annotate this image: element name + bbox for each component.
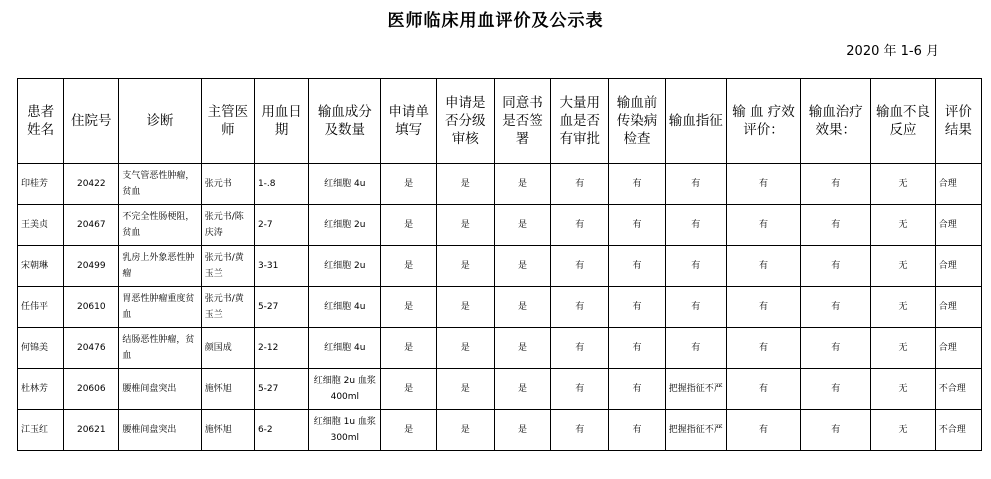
table-cell: 合理: [935, 246, 981, 287]
header-cell: 输 血 疗效评价：: [726, 79, 800, 164]
table-cell: 宋朝琳: [18, 246, 64, 287]
table-cell: 有: [609, 164, 665, 205]
table-cell: 有: [609, 410, 665, 451]
table-cell: 红细胞 1u 血浆 300ml: [309, 410, 381, 451]
table-cell: 任伟平: [18, 287, 64, 328]
table-cell: 是: [494, 287, 550, 328]
table-cell: 颜国成: [201, 328, 254, 369]
table-cell: 20621: [64, 410, 119, 451]
header-cell: 患者姓名: [18, 79, 64, 164]
table-cell: 有: [726, 328, 800, 369]
table-cell: 是: [381, 246, 436, 287]
table-cell: 有: [609, 287, 665, 328]
table-cell: 无: [871, 287, 935, 328]
table-cell: 20499: [64, 246, 119, 287]
table-cell: 是: [381, 205, 436, 246]
table-cell: 乳房上外象恶性肿瘤: [119, 246, 201, 287]
table-cell: 有: [551, 369, 609, 410]
header-cell: 评价结果: [935, 79, 981, 164]
header-cell: 输血治疗效果：: [801, 79, 871, 164]
header-cell: 输血前传染病检查: [609, 79, 665, 164]
table-cell: 有: [551, 328, 609, 369]
table-cell: 合理: [935, 287, 981, 328]
table-row: [18, 246, 982, 287]
table-cell: 是: [494, 164, 550, 205]
table-cell: 红细胞 4u: [309, 287, 381, 328]
table-cell: 无: [871, 328, 935, 369]
table-cell: 江玉红: [18, 410, 64, 451]
table-cell: 合理: [935, 328, 981, 369]
table-cell: 20422: [64, 164, 119, 205]
table-cell: 结肠恶性肿瘤，贫血: [119, 328, 201, 369]
table-cell: 是: [381, 328, 436, 369]
table-cell: 6-2: [254, 410, 308, 451]
table-cell: 红细胞 4u: [309, 164, 381, 205]
table-cell: 20467: [64, 205, 119, 246]
table-cell: 是: [494, 246, 550, 287]
page-title: 医师临床用血评价及公示表: [387, 11, 604, 31]
table-cell: 张元书/陈庆涛: [201, 205, 254, 246]
table-cell: 是: [436, 164, 494, 205]
table-cell: 施怀旭: [201, 369, 254, 410]
table-cell: 红细胞 2u 血浆 400ml: [309, 369, 381, 410]
table-cell: 无: [871, 410, 935, 451]
table-cell: 有: [609, 246, 665, 287]
table-cell: 腰椎间盘突出: [119, 410, 201, 451]
table-cell: 合理: [935, 164, 981, 205]
table-cell: 1-.8: [254, 164, 308, 205]
table-cell: 5-27: [254, 369, 308, 410]
table-cell: 2-12: [254, 328, 308, 369]
header-cell: 用血日期: [254, 79, 308, 164]
table-row: [18, 328, 982, 369]
table-cell: 5-27: [254, 287, 308, 328]
table-cell: 无: [871, 205, 935, 246]
table-row: [18, 369, 982, 410]
table-cell: 2-7: [254, 205, 308, 246]
table-cell: 20476: [64, 328, 119, 369]
table-row: [18, 410, 982, 451]
table-cell: 有: [609, 328, 665, 369]
table-cell: 腰椎间盘突出: [119, 369, 201, 410]
table-cell: 有: [551, 287, 609, 328]
table-cell: 红细胞 4u: [309, 328, 381, 369]
header-cell: 申请单填写: [381, 79, 436, 164]
header-cell: 同意书是否签署: [494, 79, 550, 164]
table-cell: 是: [436, 287, 494, 328]
table-cell: 有: [726, 246, 800, 287]
table-cell: 有: [609, 369, 665, 410]
table-cell: 有: [801, 410, 871, 451]
table-cell: 是: [381, 287, 436, 328]
table-cell: 有: [665, 287, 726, 328]
table-cell: 合理: [935, 205, 981, 246]
table-cell: 有: [726, 205, 800, 246]
header-cell: 大量用血是否有审批: [551, 79, 609, 164]
header-cell: 申请是否分级审核: [436, 79, 494, 164]
table-cell: 有: [551, 164, 609, 205]
header-cell: 诊断: [119, 79, 201, 164]
table-cell: 把握指征不严: [665, 410, 726, 451]
table-row: [18, 164, 982, 205]
table-cell: 有: [726, 369, 800, 410]
table-cell: 何锦美: [18, 328, 64, 369]
table-cell: 有: [801, 205, 871, 246]
header-cell: 输血不良反应: [871, 79, 935, 164]
table-cell: 有: [801, 246, 871, 287]
table-cell: 无: [871, 164, 935, 205]
table-cell: 是: [381, 369, 436, 410]
table-cell: 张元书: [201, 164, 254, 205]
table-cell: 有: [726, 164, 800, 205]
header-row: [18, 79, 982, 164]
table-row: [18, 205, 982, 246]
table-cell: 20606: [64, 369, 119, 410]
table-cell: 杜林芳: [18, 369, 64, 410]
table-cell: 红细胞 2u: [309, 205, 381, 246]
table-cell: 有: [665, 246, 726, 287]
table-cell: 有: [801, 369, 871, 410]
table-cell: 支气管恶性肿瘤，贫血: [119, 164, 201, 205]
table-cell: 有: [665, 328, 726, 369]
table-cell: 把握指征不严: [665, 369, 726, 410]
table-cell: 王美贞: [18, 205, 64, 246]
table-cell: 无: [871, 369, 935, 410]
table-cell: 是: [494, 369, 550, 410]
table-cell: 是: [381, 164, 436, 205]
header-cell: 主管医师: [201, 79, 254, 164]
table-cell: 是: [436, 246, 494, 287]
table-cell: 20610: [64, 287, 119, 328]
table-cell: 有: [726, 410, 800, 451]
table-cell: 是: [494, 205, 550, 246]
table-cell: 红细胞 2u: [309, 246, 381, 287]
table-cell: 是: [381, 410, 436, 451]
header-cell: 输血成分及数量: [309, 79, 381, 164]
table-row: [18, 287, 982, 328]
table-cell: 有: [801, 164, 871, 205]
table-cell: 不完全性肠梗阻，贫血: [119, 205, 201, 246]
table-cell: 有: [551, 205, 609, 246]
table-cell: 无: [871, 246, 935, 287]
table-cell: 张元书/黄玉兰: [201, 287, 254, 328]
table-cell: 有: [551, 410, 609, 451]
table-cell: 印桂芳: [18, 164, 64, 205]
table-cell: 3-31: [254, 246, 308, 287]
table-cell: 是: [494, 328, 550, 369]
table-cell: 是: [436, 328, 494, 369]
header-cell: 输血指征: [665, 79, 726, 164]
table-cell: 是: [436, 410, 494, 451]
report-period: 2020 年 1-6 月: [846, 44, 939, 59]
table-cell: 张元书/黄玉兰: [201, 246, 254, 287]
evaluation-table: [17, 78, 982, 451]
table-cell: 有: [801, 328, 871, 369]
table-cell: 有: [665, 205, 726, 246]
table-cell: 有: [665, 164, 726, 205]
table-cell: 施怀旭: [201, 410, 254, 451]
table-cell: 有: [726, 287, 800, 328]
table-cell: 有: [551, 246, 609, 287]
table-cell: 有: [801, 287, 871, 328]
table-cell: 胃恶性肿瘤重度贫血: [119, 287, 201, 328]
table-cell: 不合理: [935, 410, 981, 451]
table-cell: 是: [436, 369, 494, 410]
table-cell: 不合理: [935, 369, 981, 410]
header-cell: 住院号: [64, 79, 119, 164]
table-cell: 有: [609, 205, 665, 246]
table-cell: 是: [494, 410, 550, 451]
table-cell: 是: [436, 205, 494, 246]
